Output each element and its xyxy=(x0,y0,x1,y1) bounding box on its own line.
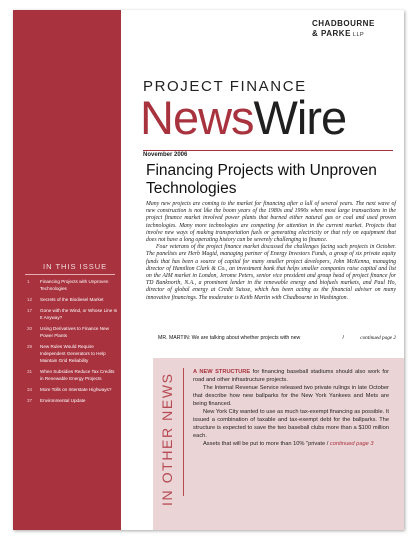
article-headline: Financing Projects with Unproven Technologies xyxy=(146,162,377,197)
firm-logo xyxy=(312,19,396,40)
ion-paragraph xyxy=(193,368,389,384)
ion-lead: A NEW STRUCTURE xyxy=(193,369,251,375)
in-other-news-title-wrap xyxy=(156,366,178,506)
toc-label: When Subsidies Reduce Tax Credits in Renewable Energy Projects xyxy=(40,369,115,381)
toc-page: 20 xyxy=(27,326,33,331)
ion-paragraph: New York City wanted to use as much tax-exempt financing as possible. It issued a combination of taxable and tax-exempt debt for the ballparks. The structure is expected to save the two baseball clubs more than a $100 million each. xyxy=(193,409,389,439)
firm-llp: LLP xyxy=(352,32,365,38)
in-this-issue-rule xyxy=(25,274,115,275)
article-paragraph: Many new projects are coming to the market for financing after a lull of several years. The next wave of new construction is not like the boom years of the 1980s and 1990s when most large transactions in the project finance market involved power plants that burned either natural gas or coal and used proven technologies. Many more technologies are competing for attention in the current market. Projects that involve new ways of making transportation fuels or generating electricity or that rely on equipment that does not have a long operating history can be severely challenging to finance. xyxy=(146,201,396,244)
continued-link[interactable]: continued page 2 xyxy=(360,335,396,341)
ion-continued-link[interactable]: continued page 3 xyxy=(329,441,374,447)
ion-paragraph: The Internal Revenue Service released two private rulings in late October that describe how new ballparks for the New York Yankees and Mets are being financed. xyxy=(193,385,389,407)
newsletter-page xyxy=(13,10,404,530)
toc-label: Financing Projects with Unproven Technologies xyxy=(40,279,109,291)
firm-name-line1: CHADBOURNE xyxy=(312,19,375,28)
masthead-rule xyxy=(143,150,393,151)
toc-label: Using Derivatives to Finance New Power Plants xyxy=(40,326,109,338)
toc-page: 37 xyxy=(27,398,33,403)
toc-item[interactable] xyxy=(27,343,119,364)
toc-label: Environmental Update xyxy=(40,398,86,403)
in-other-news-rule xyxy=(183,368,184,496)
toc-label: New Rules Would Require Independent Generators to Help Maintain Grid Reliability xyxy=(40,344,106,363)
issue-date: November 2006 xyxy=(143,152,188,158)
toc-page: 1 xyxy=(27,279,30,284)
toc-item[interactable] xyxy=(27,397,119,404)
toc-page: 17 xyxy=(27,308,33,313)
continuation-slash: / xyxy=(342,335,344,341)
in-other-news-body xyxy=(193,368,389,448)
toc-item[interactable] xyxy=(27,368,119,382)
toc-item[interactable] xyxy=(27,325,119,339)
toc-page: 31 xyxy=(27,369,33,374)
toc-item[interactable] xyxy=(27,307,119,321)
article-body xyxy=(146,201,396,302)
ion-paragraph: Assets that will be put to more than 10% "private / continued page 3 xyxy=(203,441,374,447)
toc-item[interactable] xyxy=(27,296,119,303)
continuation-lead: MR. MARTIN: We are talking about whether projects with new xyxy=(158,335,301,341)
in-other-news-title: IN OTHER NEWS xyxy=(159,372,175,506)
toc-page: 29 xyxy=(27,344,33,349)
toc-item[interactable] xyxy=(27,386,119,393)
toc-label: Gone with the Wind, or Whose Line Is It Anyway? xyxy=(40,308,118,320)
in-this-issue-list xyxy=(27,278,119,408)
toc-item[interactable] xyxy=(27,278,119,292)
in-this-issue-title: IN THIS ISSUE xyxy=(43,262,108,271)
firm-name-line2: & PARKE LLP xyxy=(312,29,365,38)
toc-label: More Tolls on Interstate Highways? xyxy=(40,387,112,392)
masthead-wire: Wire xyxy=(253,91,347,144)
series-title: PROJECT FINANCE xyxy=(143,78,307,95)
toc-page: 12 xyxy=(27,297,33,302)
masthead-news: News xyxy=(140,91,254,144)
toc-label: Secrets of the Biodiesel Market xyxy=(40,297,104,302)
article-continuation xyxy=(158,335,396,341)
masthead-title xyxy=(140,90,346,146)
article-paragraph: Four veterans of the project finance market discussed the challenges facing such projects in October. The panelists are Herb Magid, managing partner of Energy Investors Funds, a group of six private equity funds that has been a source of capital for many smaller project developers, John McKenna, managing director of Hamilton Clark & Co., an investment bank that helps smaller companies raise capital and list on the AIM market in London, Jerome Peters, senior vice president and group head of project finance for TD Banknorth, N.A., a prominent lender in the renewable energy and biofuels markets, and Paul Ho, director of global energy at Credit Suisse, which has been acting as the financial adviser on many innovative financings. The moderator is Keith Martin with Chadbourne in Washington. xyxy=(146,244,396,301)
ion-text: Assets that will be put to more than 10% "private xyxy=(203,441,326,447)
toc-page: 34 xyxy=(27,387,33,392)
ion-text: for financing baseball stadiums should also work for road and other infrastructure projects. xyxy=(193,369,389,383)
